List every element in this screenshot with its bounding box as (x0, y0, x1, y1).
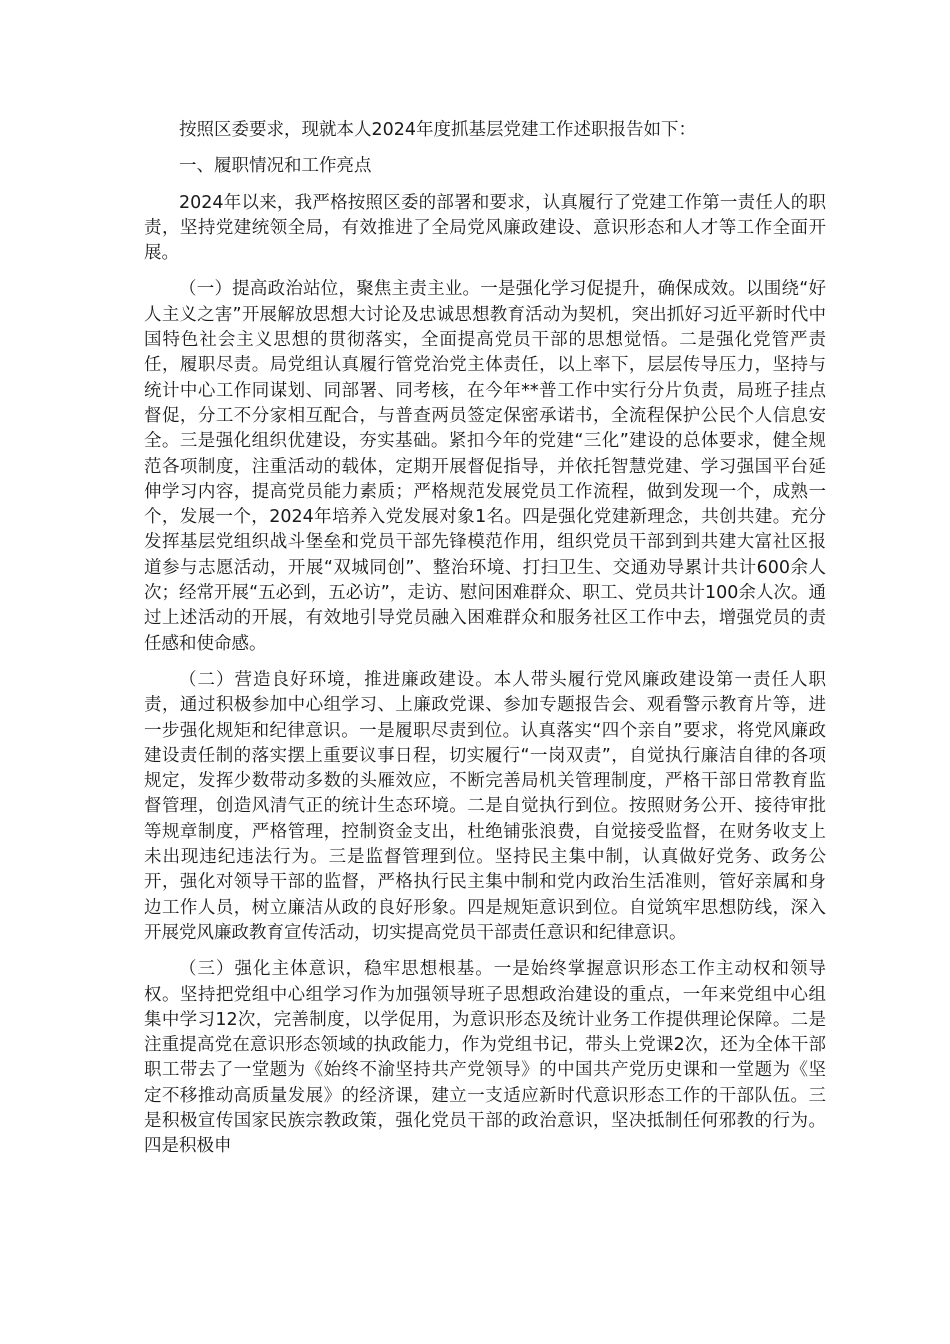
subsection-2-paragraph: （二）营造良好环境，推进廉政建设。本人带头履行党风廉政建设第一责任人职责，通过积极参加中心组学习、上廉政党课、参加专题报告会、观看警示教育片等，进一步强化规矩和纪律意识。一是履职尽责到位。认真落实“四个亲自”要求，将党风廉政建设责任制的落实摆上重要议事日程，切实履行“一岗双责”，自觉执行廉洁自律的各项规定，发挥少数带动多数的头雁效应，不断完善局机关管理制度，严格干部日常教育监督管理，创造风清气正的统计生态环境。二是自觉执行到位。按照财务公开、接待审批等规章制度，严格管理，控制资金支出，杜绝铺张浪费，自觉接受监督，在财务收支上未出现违纪违法行为。三是监督管理到位。坚持民主集中制，认真做好党务、政务公开，强化对领导干部的监督，严格执行民主集中制和党内政治生活准则，管好亲属和身边工作人员，树立廉洁从政的良好形象。四是规矩意识到位。自觉筑牢思想防线，深入开展党风廉政教育宣传活动，切实提高党员干部责任意识和纪律意识。 (144, 669, 826, 943)
intro-paragraph: 按照区委要求，现就本人2024年度抓基层党建工作述职报告如下： (179, 120, 697, 140)
subsection-1-paragraph: （一）提高政治站位，聚焦主责主业。一是强化学习促提升，确保成效。以围绕“好人主义之害”开展解放思想大讨论及忠诚思想教育活动为契机，突出抓好习近平新时代中国特色社会主义思想的贯彻落实，全面提高党员干部的思想觉悟。二是强化党管严责任，履职尽责。局党组认真履行管党治党主体责任，以上率下，层层传导压力，坚持与统计中心工作同谋划、同部署、同考核，在今年**普工作中实行分片负责，局班子挂点督促，分工不分家相互配合，与普查两员签定保密承诺书，全流程保护公民个人信息安全。三是强化组织优建设，夯实基础。紧扣今年的党建“三化”建设的总体要求，健全规范各项制度，注重活动的载体，定期开展督促指导，并依托智慧党建、学习强国平台延伸学习内容，提高党员能力素质；严格规范发展党员工作流程，做到发现一个，成熟一个，发展一个，2024年培养入党发展对象1名。四是强化党建新理念，共创共建。充分发挥基层党组织战斗堡垒和党员干部先锋模范作用，组织党员干部到到共建大富社区报道参与志愿活动，开展“双城同创”、整治环境、打扫卫生、交通劝导累计共计600余人次；经常开展“五必到，五必访”，走访、慰问困难群众、职工、党员共计100余人次。通过上述活动的开展，有效地引导党员融入困难群众和服务社区工作中去，增强党员的责任感和使命感。 (144, 279, 826, 654)
document-body (144, 118, 826, 1171)
overview-paragraph: 2024年以来，我严格按照区委的部署和要求，认真履行了党建工作第一责任人的职责，坚持党建统领全局，有效推进了全局党风廉政建设、意识形态和人才等工作全面开展。 (144, 192, 826, 264)
section-heading: 一、履职情况和工作亮点 (179, 156, 372, 177)
subsection-3-paragraph: （三）强化主体意识，稳牢思想根基。一是始终掌握意识形态工作主动权和领导权。坚持把党组中心组学习作为加强领导班子思想政治建设的重点，一年来党组中心组集中学习12次，完善制度，以学促用，为意识形态及统计业务工作提供理论保障。二是注重提高党在意识形态领域的执政能力，作为党组书记，带头上党课2次，还为全体干部职工带去了一堂题为《始终不渝坚持共产党领导》的中国共产党历史课和一堂题为《坚定不移推动高质量发展》的经济课，建立一支适应新时代意识形态工作的干部队伍。三是积极宣传国家民族宗教政策，强化党员干部的政治意识，坚决抵制任何邪教的行为。四是积极申 (144, 959, 826, 1157)
